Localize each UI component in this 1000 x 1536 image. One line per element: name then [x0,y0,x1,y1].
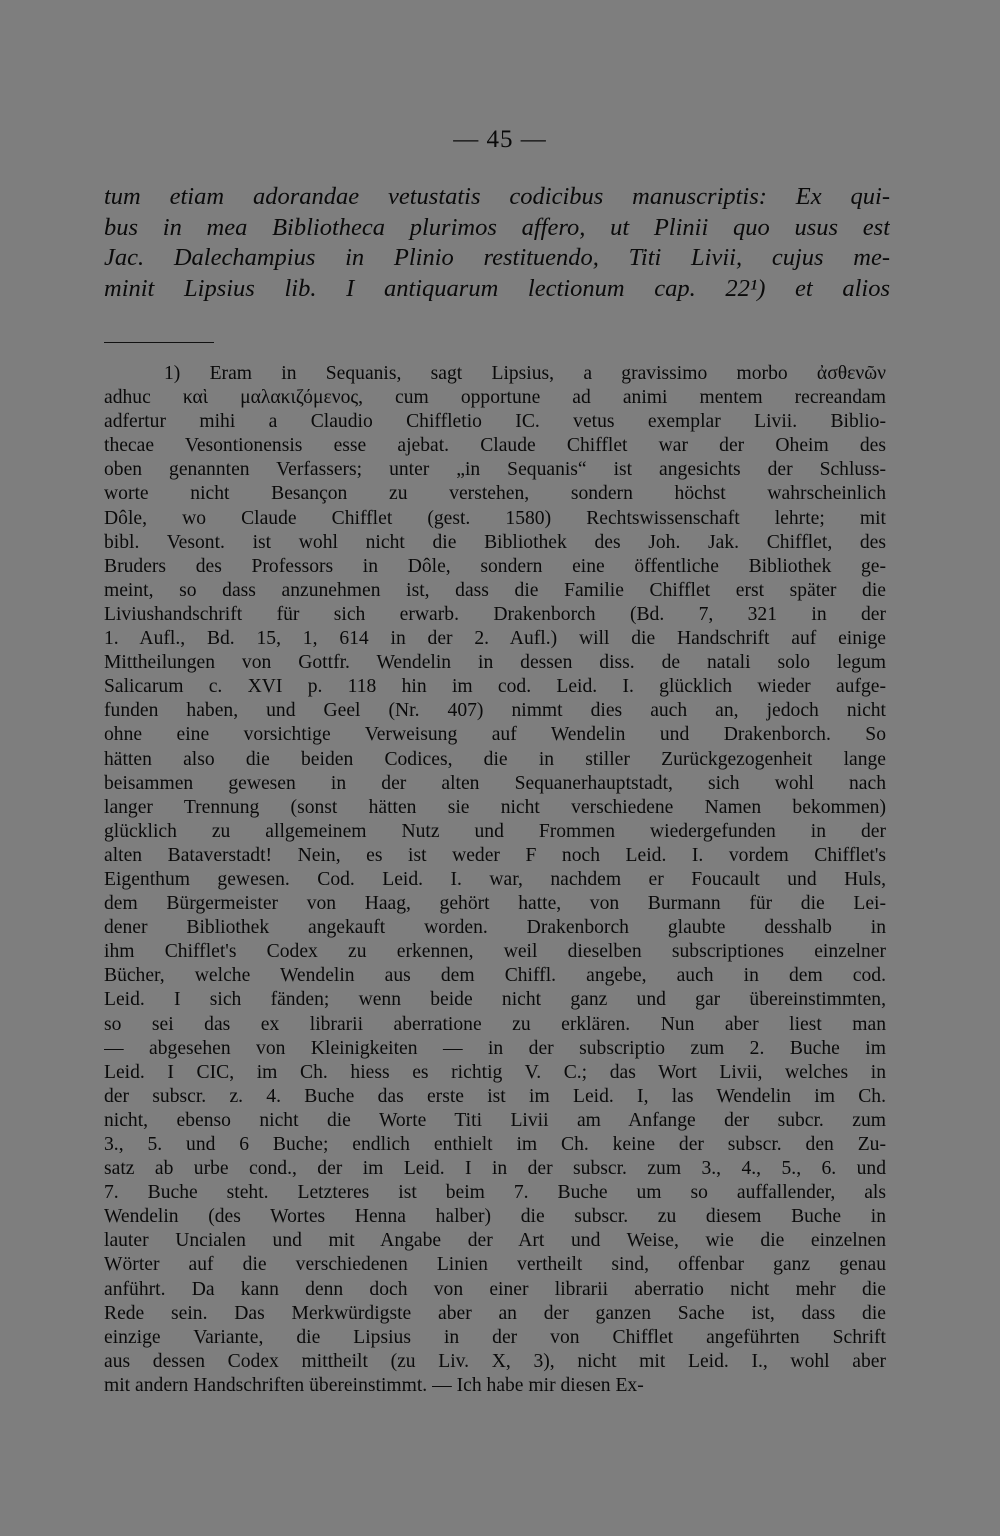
footnote-line: einzige Variante, die Lipsius in der von Chifflet angeführten Schrift [104,1326,886,1348]
footnote-line: alten Bataverstadt! Nein, es ist weder F noch Leid. I. vordem Chifflet's [104,844,886,866]
main-text-line: tum etiam adorandae vetustatis codicibus manuscriptis: Ex qui- [104,183,890,210]
main-text-line: minit Lipsius lib. I antiquarum lectionum cap. 22¹) et alios [104,274,890,302]
footnote-line: satz ab urbe cond., der im Leid. I in der subscr. zum 3., 4., 5., 6. und [104,1158,886,1180]
footnote-line: mit andern Handschriften übereinstimmt. — Ich habe mir diesen Ex- [104,1374,644,1396]
footnote-line: hätten also die beiden Codices, die in stiller Zurückgezogenheit lange [104,748,886,770]
footnote-line: langer Trennung (sonst hätten sie nicht verschiedene Namen bekommen) [104,796,886,818]
footnote-line: Wörter auf die verschiedenen Linien vertheilt sind, offenbar ganz genau [104,1254,886,1276]
footnote-line: Leid. I CIC, im Ch. hiess es richtig V. C.; das Wort Livii, welches in [104,1061,886,1083]
footnote-line: Bücher, welche Wendelin aus dem Chiffl. angebe, auch in dem cod. [104,965,886,987]
footnote-line: 3., 5. und 6 Buche; endlich enthielt im Ch. keine der subscr. den Zu- [104,1134,886,1155]
footnote-line: oben genannten Verfassers; unter „in Sequanis“ ist angesichts der Schluss- [104,459,886,481]
footnote-line: adhuc καὶ μαλακιζόμενος, cum opportune ad animi mentem recreandam [104,387,886,409]
footnote-line: Eigenthum gewesen. Cod. Leid. I. war, nachdem er Foucault und Huls, [104,868,886,890]
footnote-line: meint, so dass anzunehmen ist, dass die Familie Chifflet erst später die [104,579,886,601]
footnote-line: — abgesehen von Kleinigkeiten — in der subscriptio zum 2. Buche im [104,1037,886,1059]
footnote-line: dener Bibliothek angekauft worden. Drakenborch glaubte desshalb in [104,917,886,939]
footnote-line: worte nicht Besançon zu verstehen, sondern höchst wahrscheinlich [104,483,886,505]
footnote-line: so sei das ex librarii aberratione zu erklären. Nun aber liest man [104,1013,886,1035]
main-text-line: Jac. Dalechampius in Plinio restituendo, Titi Livii, cujus me- [104,244,890,271]
footnote-line: ohne eine vorsichtige Verweisung auf Wendelin und Drakenborch. So [104,724,886,746]
footnote-line: Liviushandschrift für sich erwarb. Drakenborch (Bd. 7, 321 in der [104,603,886,625]
footnote-line: adfertur mihi a Claudio Chiffletio IC. vetus exemplar Livii. Biblio- [104,411,886,433]
footnote-line: thecae Vesontionensis esse ajebat. Claude Chifflet war der Oheim des [104,435,886,457]
footnote-line: 7. Buche steht. Letzteres ist beim 7. Buche um so auffallender, als [104,1182,886,1204]
footnote-line: der subscr. z. 4. Buche das erste ist im Leid. I, las Wendelin im Ch. [104,1085,886,1107]
footnote-line: glücklich zu allgemeinem Nutz und Frommen wiedergefunden in der [104,820,886,842]
footnote-line: funden haben, und Geel (Nr. 407) nimmt dies auch an, jedoch nicht [104,700,886,722]
footnote-line: anführt. Da kann denn doch von einer librarii aberratio nicht mehr die [104,1278,886,1300]
footnote-line: dem Bürgermeister von Haag, gehört hatte, von Burmann für die Lei- [104,893,886,915]
footnote-line: aus dessen Codex mittheilt (zu Liv. X, 3), nicht mit Leid. I., wohl aber [104,1350,886,1372]
footnote-line: ihm Chifflet's Codex zu erkennen, weil dieselben subscriptiones einzelner [104,941,886,963]
footnote-line: 1. Aufl., Bd. 15, 1, 614 in der 2. Aufl.) will die Handschrift auf einige [104,628,886,650]
footnote-line: 1) Eram in Sequanis, sagt Lipsius, a gravissimo morbo ἀσθενῶν [164,363,886,384]
footnote-line: Wendelin (des Wortes Henna halber) die subscr. zu diesem Buche in [104,1206,886,1228]
page-number: — 45 — [453,126,547,153]
footnote-line: Rede sein. Das Merkwürdigste aber an der ganzen Sache ist, dass die [104,1302,886,1324]
main-text-paragraph [104,182,890,304]
footnote-line: Dôle, wo Claude Chifflet (gest. 1580) Rechtswissenschaft lehrte; mit [104,507,886,529]
footnote-line: lauter Uncialen und mit Angabe der Art und Weise, wie die einzelnen [104,1230,886,1252]
footnote-line: bibl. Vesont. ist wohl nicht die Bibliothek des Joh. Jak. Chifflet, des [104,531,886,553]
footnote-line: Leid. I sich fänden; wenn beide nicht ganz und gar übereinstimmten, [104,989,886,1011]
footnote-line: Salicarum c. XVI p. 118 hin im cod. Leid. I. glücklich wieder aufge- [104,676,886,698]
footnote [104,362,886,1398]
footnote-separator [104,342,214,343]
footnote-line: Mittheilungen von Gottfr. Wendelin in dessen diss. de natali solo legum [104,652,886,674]
footnote-line: Bruders des Professors in Dôle, sondern eine öffentliche Bibliothek ge- [104,555,886,577]
footnote-line: nicht, ebenso nicht die Worte Titi Livii am Anfange der subcr. zum [104,1109,886,1131]
main-text-line: bus in mea Bibliotheca plurimos affero, ut Plinii quo usus est [104,213,890,241]
footnote-line: beisammen gewesen in der alten Sequanerhauptstadt, sich wohl nach [104,772,886,794]
